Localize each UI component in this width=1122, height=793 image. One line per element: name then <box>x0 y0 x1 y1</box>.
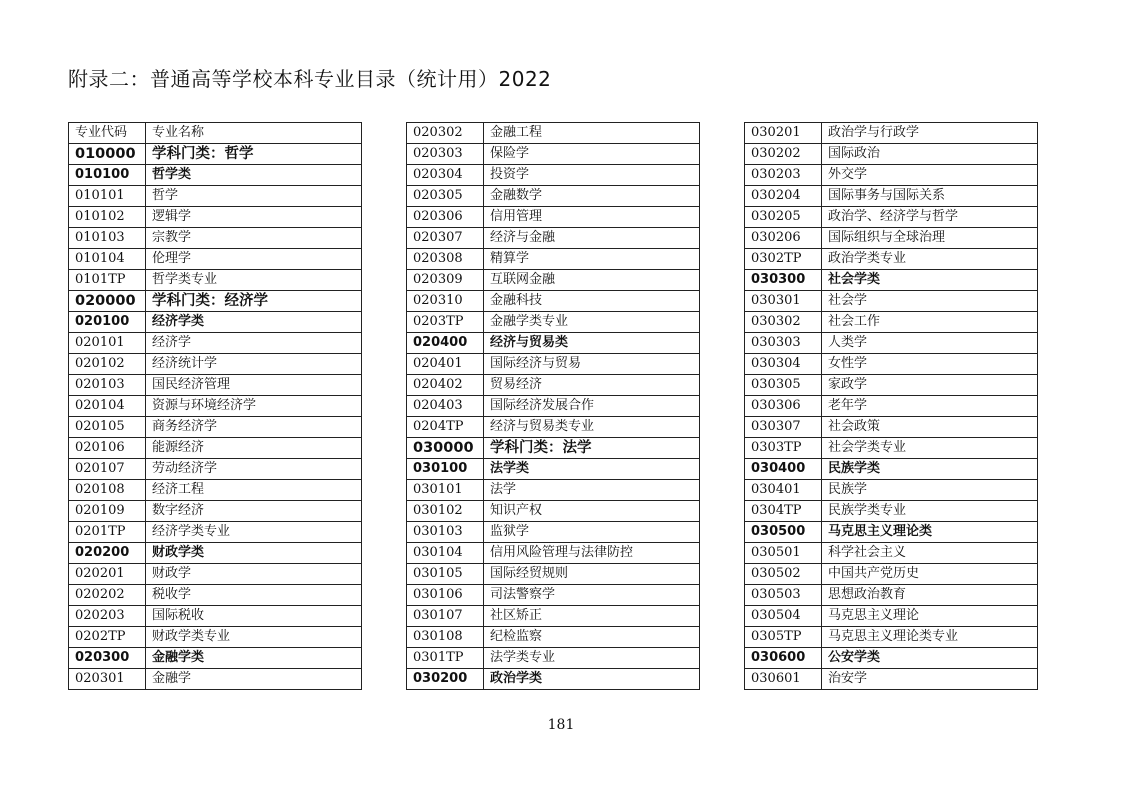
major-code: 0203TP <box>407 312 484 333</box>
major-name: 贸易经济 <box>484 375 700 396</box>
table-row <box>745 417 1038 438</box>
category-row <box>407 459 700 480</box>
major-code: 020306 <box>407 207 484 228</box>
major-code: 030105 <box>407 564 484 585</box>
major-code: 0204TP <box>407 417 484 438</box>
table-row <box>69 417 362 438</box>
major-code: 030600 <box>745 648 822 669</box>
major-code: 030100 <box>407 459 484 480</box>
major-name: 财政学类专业 <box>146 627 362 648</box>
category-row <box>69 165 362 186</box>
discipline-row <box>69 144 362 165</box>
discipline-row <box>407 438 700 459</box>
major-name: 社会工作 <box>822 312 1038 333</box>
table-row <box>407 270 700 291</box>
major-code: 020403 <box>407 396 484 417</box>
major-code: 030401 <box>745 480 822 501</box>
major-code: 020305 <box>407 186 484 207</box>
major-name: 国际税收 <box>146 606 362 627</box>
major-name: 能源经济 <box>146 438 362 459</box>
major-code: 020109 <box>69 501 146 522</box>
major-name: 纪检监察 <box>484 627 700 648</box>
major-name: 女性学 <box>822 354 1038 375</box>
table-row <box>745 186 1038 207</box>
major-name: 法学类 <box>484 459 700 480</box>
major-name: 金融数学 <box>484 186 700 207</box>
table-row <box>745 375 1038 396</box>
major-code: 030601 <box>745 669 822 690</box>
major-name: 财政学类 <box>146 543 362 564</box>
major-code: 030503 <box>745 585 822 606</box>
table-row <box>69 249 362 270</box>
table-row <box>745 228 1038 249</box>
major-name: 哲学类专业 <box>146 270 362 291</box>
major-code: 020308 <box>407 249 484 270</box>
table-row <box>745 543 1038 564</box>
major-code: 0202TP <box>69 627 146 648</box>
table-row <box>407 396 700 417</box>
table-row <box>407 480 700 501</box>
major-code: 020104 <box>69 396 146 417</box>
major-code: 020402 <box>407 375 484 396</box>
category-row <box>745 648 1038 669</box>
table-row <box>69 354 362 375</box>
header-code: 专业代码 <box>69 123 146 144</box>
major-name: 司法警察学 <box>484 585 700 606</box>
header-name: 专业名称 <box>146 123 362 144</box>
major-name: 金融科技 <box>484 291 700 312</box>
major-name: 学科门类：经济学 <box>146 291 362 312</box>
major-code: 020301 <box>69 669 146 690</box>
major-name: 劳动经济学 <box>146 459 362 480</box>
major-code: 030501 <box>745 543 822 564</box>
major-name: 政治学与行政学 <box>822 123 1038 144</box>
page-number: 181 <box>547 717 575 733</box>
table-row <box>407 123 700 144</box>
table-row <box>745 480 1038 501</box>
major-code: 020200 <box>69 543 146 564</box>
major-code: 030205 <box>745 207 822 228</box>
major-code: 020203 <box>69 606 146 627</box>
major-code: 010102 <box>69 207 146 228</box>
major-code: 020105 <box>69 417 146 438</box>
table-row <box>745 606 1038 627</box>
major-name: 科学社会主义 <box>822 543 1038 564</box>
major-name: 保险学 <box>484 144 700 165</box>
major-code: 020302 <box>407 123 484 144</box>
major-name: 金融工程 <box>484 123 700 144</box>
table-row <box>745 669 1038 690</box>
major-code: 020202 <box>69 585 146 606</box>
major-name: 中国共产党历史 <box>822 564 1038 585</box>
major-code: 020102 <box>69 354 146 375</box>
table-row <box>407 417 700 438</box>
major-name: 哲学类 <box>146 165 362 186</box>
discipline-row <box>69 291 362 312</box>
major-code: 030107 <box>407 606 484 627</box>
major-code: 010104 <box>69 249 146 270</box>
major-name: 财政学 <box>146 564 362 585</box>
major-code: 030102 <box>407 501 484 522</box>
major-code: 030305 <box>745 375 822 396</box>
major-name: 人类学 <box>822 333 1038 354</box>
major-name: 外交学 <box>822 165 1038 186</box>
table-row <box>407 627 700 648</box>
table-row <box>745 438 1038 459</box>
major-code: 030202 <box>745 144 822 165</box>
major-code: 0302TP <box>745 249 822 270</box>
table-row <box>69 459 362 480</box>
major-code: 030504 <box>745 606 822 627</box>
major-name: 哲学 <box>146 186 362 207</box>
category-row <box>745 522 1038 543</box>
major-name: 宗教学 <box>146 228 362 249</box>
table-row <box>69 501 362 522</box>
major-code: 020307 <box>407 228 484 249</box>
major-code: 030103 <box>407 522 484 543</box>
major-code: 030000 <box>407 438 484 459</box>
major-name: 国民经济管理 <box>146 375 362 396</box>
major-name: 民族学类专业 <box>822 501 1038 522</box>
table-row <box>407 543 700 564</box>
major-name: 税收学 <box>146 585 362 606</box>
major-code: 030306 <box>745 396 822 417</box>
major-code: 020103 <box>69 375 146 396</box>
major-name: 信用风险管理与法律防控 <box>484 543 700 564</box>
major-code: 030400 <box>745 459 822 480</box>
major-name: 经济与贸易类专业 <box>484 417 700 438</box>
table-row <box>407 564 700 585</box>
table-row <box>407 522 700 543</box>
major-name: 学科门类：法学 <box>484 438 700 459</box>
table-row <box>69 669 362 690</box>
major-name: 经济学 <box>146 333 362 354</box>
major-name: 信用管理 <box>484 207 700 228</box>
major-code: 030303 <box>745 333 822 354</box>
table-row <box>69 627 362 648</box>
major-name: 社会学类专业 <box>822 438 1038 459</box>
major-code: 030106 <box>407 585 484 606</box>
major-name: 商务经济学 <box>146 417 362 438</box>
major-code: 030104 <box>407 543 484 564</box>
major-code: 030201 <box>745 123 822 144</box>
major-name: 互联网金融 <box>484 270 700 291</box>
major-name: 马克思主义理论类 <box>822 522 1038 543</box>
major-code: 020000 <box>69 291 146 312</box>
table-row <box>745 207 1038 228</box>
major-code: 0101TP <box>69 270 146 291</box>
category-row <box>69 648 362 669</box>
major-code: 030500 <box>745 522 822 543</box>
major-code: 010103 <box>69 228 146 249</box>
major-name: 经济学类 <box>146 312 362 333</box>
major-name: 民族学类 <box>822 459 1038 480</box>
table-row <box>69 480 362 501</box>
table-row <box>745 564 1038 585</box>
major-code: 020101 <box>69 333 146 354</box>
table-row <box>407 606 700 627</box>
major-code: 010101 <box>69 186 146 207</box>
category-row <box>69 312 362 333</box>
table-row <box>407 501 700 522</box>
major-name: 老年学 <box>822 396 1038 417</box>
table-row <box>745 291 1038 312</box>
table-header-row <box>69 123 362 144</box>
major-name: 民族学 <box>822 480 1038 501</box>
major-name: 伦理学 <box>146 249 362 270</box>
major-name: 公安学类 <box>822 648 1038 669</box>
major-code: 020309 <box>407 270 484 291</box>
table-row <box>745 333 1038 354</box>
major-name: 国际经济发展合作 <box>484 396 700 417</box>
major-name: 马克思主义理论 <box>822 606 1038 627</box>
major-name: 政治学类 <box>484 669 700 690</box>
major-name: 家政学 <box>822 375 1038 396</box>
table-row <box>407 648 700 669</box>
table-row <box>69 333 362 354</box>
table-row <box>407 207 700 228</box>
major-code: 0304TP <box>745 501 822 522</box>
table-row <box>745 585 1038 606</box>
page-title: 附录二：普通高等学校本科专业目录（统计用）2022 <box>68 67 552 91</box>
table-row <box>745 165 1038 186</box>
table-row <box>745 396 1038 417</box>
major-name: 资源与环境经济学 <box>146 396 362 417</box>
major-code: 030302 <box>745 312 822 333</box>
major-code: 020100 <box>69 312 146 333</box>
major-name: 学科门类：哲学 <box>146 144 362 165</box>
major-name: 国际政治 <box>822 144 1038 165</box>
table-row <box>407 165 700 186</box>
table-row <box>745 501 1038 522</box>
table-row <box>69 396 362 417</box>
table-row <box>745 312 1038 333</box>
major-name: 法学类专业 <box>484 648 700 669</box>
major-code: 030206 <box>745 228 822 249</box>
major-code: 030108 <box>407 627 484 648</box>
major-code: 030300 <box>745 270 822 291</box>
table-row <box>407 375 700 396</box>
major-code: 020401 <box>407 354 484 375</box>
table-row <box>407 186 700 207</box>
table-row <box>69 207 362 228</box>
table-row <box>745 627 1038 648</box>
major-name: 金融学类专业 <box>484 312 700 333</box>
major-code: 030502 <box>745 564 822 585</box>
major-code: 030304 <box>745 354 822 375</box>
major-table-column-3 <box>744 122 1038 690</box>
major-name: 知识产权 <box>484 501 700 522</box>
table-row <box>69 438 362 459</box>
major-code: 0201TP <box>69 522 146 543</box>
table-row <box>407 354 700 375</box>
table-row <box>407 312 700 333</box>
table-row <box>69 564 362 585</box>
major-name: 治安学 <box>822 669 1038 690</box>
major-code: 0301TP <box>407 648 484 669</box>
table-row <box>407 585 700 606</box>
major-name: 社会政策 <box>822 417 1038 438</box>
major-name: 法学 <box>484 480 700 501</box>
major-name: 社区矫正 <box>484 606 700 627</box>
category-row <box>407 333 700 354</box>
major-table-column-2 <box>406 122 700 690</box>
category-row <box>745 270 1038 291</box>
table-row <box>69 228 362 249</box>
major-code: 030101 <box>407 480 484 501</box>
major-name: 社会学 <box>822 291 1038 312</box>
major-code: 030203 <box>745 165 822 186</box>
category-row <box>745 459 1038 480</box>
category-row <box>69 543 362 564</box>
major-code: 020400 <box>407 333 484 354</box>
major-code: 030200 <box>407 669 484 690</box>
major-name: 政治学、经济学与哲学 <box>822 207 1038 228</box>
major-name: 数字经济 <box>146 501 362 522</box>
table-row <box>407 249 700 270</box>
major-name: 国际组织与全球治理 <box>822 228 1038 249</box>
major-code: 020106 <box>69 438 146 459</box>
major-code: 020107 <box>69 459 146 480</box>
major-name: 精算学 <box>484 249 700 270</box>
major-code: 020304 <box>407 165 484 186</box>
category-row <box>407 669 700 690</box>
major-code: 020108 <box>69 480 146 501</box>
table-row <box>69 375 362 396</box>
major-name: 政治学类专业 <box>822 249 1038 270</box>
table-row <box>745 144 1038 165</box>
table-row <box>407 228 700 249</box>
major-code: 030204 <box>745 186 822 207</box>
major-name: 逻辑学 <box>146 207 362 228</box>
major-code: 0305TP <box>745 627 822 648</box>
major-name: 经济学类专业 <box>146 522 362 543</box>
major-code: 020303 <box>407 144 484 165</box>
major-name: 金融学类 <box>146 648 362 669</box>
major-code: 0303TP <box>745 438 822 459</box>
table-row <box>69 606 362 627</box>
major-code: 020310 <box>407 291 484 312</box>
major-code: 030301 <box>745 291 822 312</box>
table-row <box>69 585 362 606</box>
table-row <box>407 291 700 312</box>
major-table-column-1 <box>68 122 362 690</box>
table-row <box>745 123 1038 144</box>
major-code: 020300 <box>69 648 146 669</box>
major-name: 国际事务与国际关系 <box>822 186 1038 207</box>
table-row <box>407 144 700 165</box>
major-name: 经济与金融 <box>484 228 700 249</box>
major-name: 经济统计学 <box>146 354 362 375</box>
table-row <box>69 522 362 543</box>
major-code: 010000 <box>69 144 146 165</box>
major-name: 监狱学 <box>484 522 700 543</box>
major-name: 思想政治教育 <box>822 585 1038 606</box>
major-name: 投资学 <box>484 165 700 186</box>
major-name: 国际经济与贸易 <box>484 354 700 375</box>
major-code: 030307 <box>745 417 822 438</box>
major-name: 国际经贸规则 <box>484 564 700 585</box>
major-name: 经济与贸易类 <box>484 333 700 354</box>
major-code: 010100 <box>69 165 146 186</box>
table-row <box>745 354 1038 375</box>
major-name: 经济工程 <box>146 480 362 501</box>
table-row <box>69 270 362 291</box>
major-name: 金融学 <box>146 669 362 690</box>
major-name: 马克思主义理论类专业 <box>822 627 1038 648</box>
major-name: 社会学类 <box>822 270 1038 291</box>
major-code: 020201 <box>69 564 146 585</box>
table-row <box>69 186 362 207</box>
table-row <box>745 249 1038 270</box>
